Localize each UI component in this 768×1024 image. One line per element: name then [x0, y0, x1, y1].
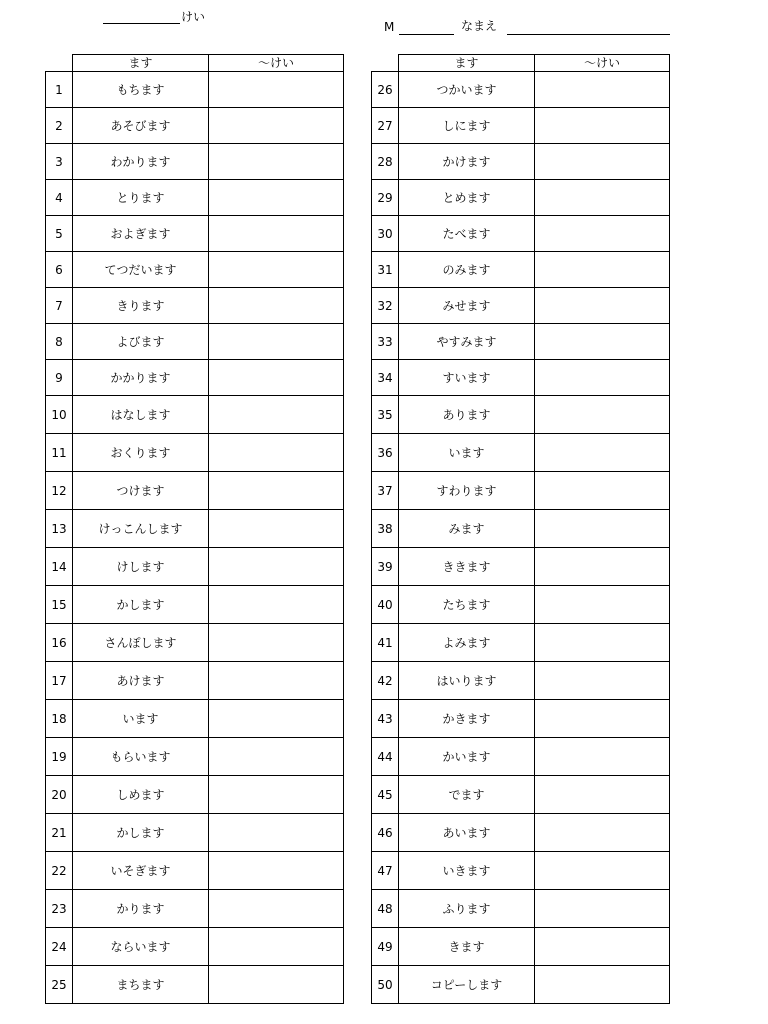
- table-row: [46, 586, 344, 624]
- verb-table-right: [371, 54, 670, 1004]
- masu-form-cell: ふります: [399, 890, 535, 928]
- kei-answer-cell[interactable]: [535, 928, 670, 966]
- table-row: [46, 662, 344, 700]
- row-number: 11: [46, 434, 73, 472]
- form-label: けい: [181, 10, 206, 24]
- kei-answer-cell[interactable]: [209, 434, 344, 472]
- masu-form-cell: すわります: [399, 472, 535, 510]
- kei-answer-cell[interactable]: [209, 624, 344, 662]
- table-row: [46, 548, 344, 586]
- row-number: 16: [46, 624, 73, 662]
- masu-form-cell: およぎます: [73, 216, 209, 252]
- kei-answer-cell[interactable]: [209, 890, 344, 928]
- table-row: [372, 662, 670, 700]
- row-number: 45: [372, 776, 399, 814]
- masu-form-cell: かけます: [399, 144, 535, 180]
- masu-form-cell: もちます: [73, 72, 209, 108]
- row-number: 22: [46, 852, 73, 890]
- masu-form-cell: いそぎます: [73, 852, 209, 890]
- row-number: 14: [46, 548, 73, 586]
- kei-answer-cell[interactable]: [209, 814, 344, 852]
- table-row: [46, 700, 344, 738]
- masu-form-cell: とめます: [399, 180, 535, 216]
- row-number: 33: [372, 324, 399, 360]
- row-number: 19: [46, 738, 73, 776]
- kei-answer-cell[interactable]: [535, 852, 670, 890]
- kei-answer-cell[interactable]: [535, 396, 670, 434]
- masu-form-cell: あけます: [73, 662, 209, 700]
- masu-form-cell: もらいます: [73, 738, 209, 776]
- table-row: [46, 890, 344, 928]
- row-number: 18: [46, 700, 73, 738]
- masu-form-cell: しめます: [73, 776, 209, 814]
- row-number: 17: [46, 662, 73, 700]
- masu-form-cell: でます: [399, 776, 535, 814]
- masu-form-cell: とります: [73, 180, 209, 216]
- row-number: 9: [46, 360, 73, 396]
- row-number: 5: [46, 216, 73, 252]
- masu-form-cell: おくります: [73, 434, 209, 472]
- row-number: 50: [372, 966, 399, 1004]
- masu-form-cell: つかいます: [399, 72, 535, 108]
- table-row: [372, 434, 670, 472]
- kei-answer-cell[interactable]: [209, 928, 344, 966]
- row-number: 34: [372, 360, 399, 396]
- masu-form-cell: はいります: [399, 662, 535, 700]
- masu-form-cell: コピーします: [399, 966, 535, 1004]
- kei-answer-cell[interactable]: [535, 324, 670, 360]
- table-row: [372, 288, 670, 324]
- table-row: [46, 396, 344, 434]
- column-header-kei: 〜けい: [535, 55, 670, 72]
- row-number: 12: [46, 472, 73, 510]
- row-number: 38: [372, 510, 399, 548]
- kei-answer-cell[interactable]: [209, 738, 344, 776]
- kei-answer-cell[interactable]: [209, 700, 344, 738]
- row-number: 46: [372, 814, 399, 852]
- row-number: 4: [46, 180, 73, 216]
- kei-answer-cell[interactable]: [535, 700, 670, 738]
- masu-form-cell: あそびます: [73, 108, 209, 144]
- table-row: [372, 180, 670, 216]
- kei-answer-cell[interactable]: [209, 72, 344, 108]
- row-number: 10: [46, 396, 73, 434]
- table-row: [46, 776, 344, 814]
- row-number: 26: [372, 72, 399, 108]
- masu-form-cell: まちます: [73, 966, 209, 1004]
- kei-answer-cell[interactable]: [209, 852, 344, 890]
- masu-form-cell: のみます: [399, 252, 535, 288]
- row-number: 2: [46, 108, 73, 144]
- table-row: [372, 700, 670, 738]
- table-row: [372, 510, 670, 548]
- kei-answer-cell[interactable]: [535, 814, 670, 852]
- kei-answer-cell[interactable]: [535, 738, 670, 776]
- masu-form-cell: かします: [73, 814, 209, 852]
- name-blank-line[interactable]: [507, 34, 670, 35]
- kei-answer-cell[interactable]: [535, 776, 670, 814]
- masu-form-cell: かります: [73, 890, 209, 928]
- masu-form-cell: ききます: [399, 548, 535, 586]
- kei-answer-cell[interactable]: [535, 72, 670, 108]
- table-row: [46, 360, 344, 396]
- name-label: なまえ: [461, 19, 498, 33]
- kei-answer-cell[interactable]: [209, 966, 344, 1004]
- table-row: [46, 252, 344, 288]
- table-row: [46, 738, 344, 776]
- row-number: 1: [46, 72, 73, 108]
- row-number: 47: [372, 852, 399, 890]
- masu-form-cell: やすみます: [399, 324, 535, 360]
- masu-form-cell: よみます: [399, 624, 535, 662]
- kei-answer-cell[interactable]: [535, 216, 670, 252]
- table-row: [46, 624, 344, 662]
- column-header-kei: 〜けい: [209, 55, 344, 72]
- row-number: 49: [372, 928, 399, 966]
- table-row: [372, 216, 670, 252]
- masu-form-cell: たちます: [399, 586, 535, 624]
- form-blank-line[interactable]: [103, 23, 180, 24]
- table-row: [372, 324, 670, 360]
- table-row: [46, 510, 344, 548]
- table-row: [372, 890, 670, 928]
- kei-answer-cell[interactable]: [209, 472, 344, 510]
- row-number: 25: [46, 966, 73, 1004]
- kei-answer-cell[interactable]: [535, 586, 670, 624]
- table-row: [46, 434, 344, 472]
- table-row: [46, 108, 344, 144]
- table-row: [372, 966, 670, 1004]
- masu-form-cell: みせます: [399, 288, 535, 324]
- kei-answer-cell[interactable]: [209, 180, 344, 216]
- row-number: 39: [372, 548, 399, 586]
- table-row: [372, 928, 670, 966]
- row-number: 6: [46, 252, 73, 288]
- kei-answer-cell[interactable]: [209, 776, 344, 814]
- table-row: [46, 288, 344, 324]
- masu-form-cell: かいます: [399, 738, 535, 776]
- masu-form-cell: わかります: [73, 144, 209, 180]
- row-number: 31: [372, 252, 399, 288]
- masu-form-cell: けします: [73, 548, 209, 586]
- row-number: 41: [372, 624, 399, 662]
- masu-form-cell: みます: [399, 510, 535, 548]
- row-number: 28: [372, 144, 399, 180]
- row-number: 7: [46, 288, 73, 324]
- kei-answer-cell[interactable]: [535, 624, 670, 662]
- row-number: 3: [46, 144, 73, 180]
- kei-answer-cell[interactable]: [209, 396, 344, 434]
- masu-form-cell: さんぽします: [73, 624, 209, 662]
- corner-cell: [372, 55, 399, 72]
- kei-answer-cell[interactable]: [535, 548, 670, 586]
- table-row: [372, 852, 670, 890]
- table-row: [46, 928, 344, 966]
- kei-answer-cell[interactable]: [535, 252, 670, 288]
- masu-form-cell: あいます: [399, 814, 535, 852]
- corner-cell: [46, 55, 73, 72]
- verb-table-left: [45, 54, 344, 1004]
- masu-form-cell: います: [73, 700, 209, 738]
- kei-answer-cell[interactable]: [535, 434, 670, 472]
- table-row: [46, 814, 344, 852]
- row-number: 48: [372, 890, 399, 928]
- row-number: 23: [46, 890, 73, 928]
- table-row: [372, 72, 670, 108]
- masu-form-cell: かかります: [73, 360, 209, 396]
- table-row: [46, 852, 344, 890]
- kei-answer-cell[interactable]: [535, 144, 670, 180]
- table-row: [46, 472, 344, 510]
- table-row: [372, 814, 670, 852]
- table-row: [46, 144, 344, 180]
- table-row: [372, 624, 670, 662]
- row-number: 37: [372, 472, 399, 510]
- table-row: [46, 966, 344, 1004]
- masu-form-cell: いきます: [399, 852, 535, 890]
- kei-answer-cell[interactable]: [209, 360, 344, 396]
- kei-answer-cell[interactable]: [535, 108, 670, 144]
- table-row: [372, 360, 670, 396]
- table-row: [372, 396, 670, 434]
- kei-answer-cell[interactable]: [209, 108, 344, 144]
- table-row: [372, 472, 670, 510]
- masu-form-cell: きります: [73, 288, 209, 324]
- row-number: 32: [372, 288, 399, 324]
- row-number: 24: [46, 928, 73, 966]
- row-number: 21: [46, 814, 73, 852]
- kei-answer-cell[interactable]: [535, 288, 670, 324]
- kei-answer-cell[interactable]: [209, 662, 344, 700]
- kei-answer-cell[interactable]: [209, 252, 344, 288]
- kei-answer-cell[interactable]: [535, 472, 670, 510]
- row-number: 27: [372, 108, 399, 144]
- table-row: [372, 108, 670, 144]
- table-row: [372, 252, 670, 288]
- masu-form-cell: たべます: [399, 216, 535, 252]
- kei-answer-cell[interactable]: [535, 966, 670, 1004]
- row-number: 13: [46, 510, 73, 548]
- masu-form-cell: けっこんします: [73, 510, 209, 548]
- row-number: 35: [372, 396, 399, 434]
- row-number: 42: [372, 662, 399, 700]
- masu-form-cell: てつだいます: [73, 252, 209, 288]
- row-number: 15: [46, 586, 73, 624]
- table-row: [46, 72, 344, 108]
- class-blank-line[interactable]: [399, 34, 454, 35]
- table-row: [46, 180, 344, 216]
- kei-answer-cell[interactable]: [535, 662, 670, 700]
- kei-answer-cell[interactable]: [209, 586, 344, 624]
- table-row: [372, 548, 670, 586]
- kei-answer-cell[interactable]: [209, 548, 344, 586]
- kei-answer-cell[interactable]: [209, 144, 344, 180]
- table-row: [372, 586, 670, 624]
- masu-form-cell: しにます: [399, 108, 535, 144]
- kei-answer-cell[interactable]: [209, 288, 344, 324]
- kei-answer-cell[interactable]: [535, 360, 670, 396]
- table-row: [372, 776, 670, 814]
- table-row: [46, 324, 344, 360]
- masu-form-cell: きます: [399, 928, 535, 966]
- kei-answer-cell[interactable]: [209, 324, 344, 360]
- kei-answer-cell[interactable]: [209, 216, 344, 252]
- row-number: 8: [46, 324, 73, 360]
- masu-form-cell: います: [399, 434, 535, 472]
- masu-form-cell: すいます: [399, 360, 535, 396]
- table-row: [372, 738, 670, 776]
- column-header-masu: ます: [73, 55, 209, 72]
- row-number: 30: [372, 216, 399, 252]
- row-number: 36: [372, 434, 399, 472]
- class-label: M: [384, 20, 395, 34]
- masu-form-cell: よびます: [73, 324, 209, 360]
- kei-answer-cell[interactable]: [535, 510, 670, 548]
- table-row: [46, 216, 344, 252]
- row-number: 20: [46, 776, 73, 814]
- table-row: [372, 144, 670, 180]
- column-header-masu: ます: [399, 55, 535, 72]
- kei-answer-cell[interactable]: [535, 890, 670, 928]
- row-number: 43: [372, 700, 399, 738]
- masu-form-cell: かきます: [399, 700, 535, 738]
- row-number: 44: [372, 738, 399, 776]
- masu-form-cell: かします: [73, 586, 209, 624]
- row-number: 40: [372, 586, 399, 624]
- masu-form-cell: ならいます: [73, 928, 209, 966]
- masu-form-cell: あります: [399, 396, 535, 434]
- kei-answer-cell[interactable]: [209, 510, 344, 548]
- masu-form-cell: つけます: [73, 472, 209, 510]
- masu-form-cell: はなします: [73, 396, 209, 434]
- kei-answer-cell[interactable]: [535, 180, 670, 216]
- row-number: 29: [372, 180, 399, 216]
